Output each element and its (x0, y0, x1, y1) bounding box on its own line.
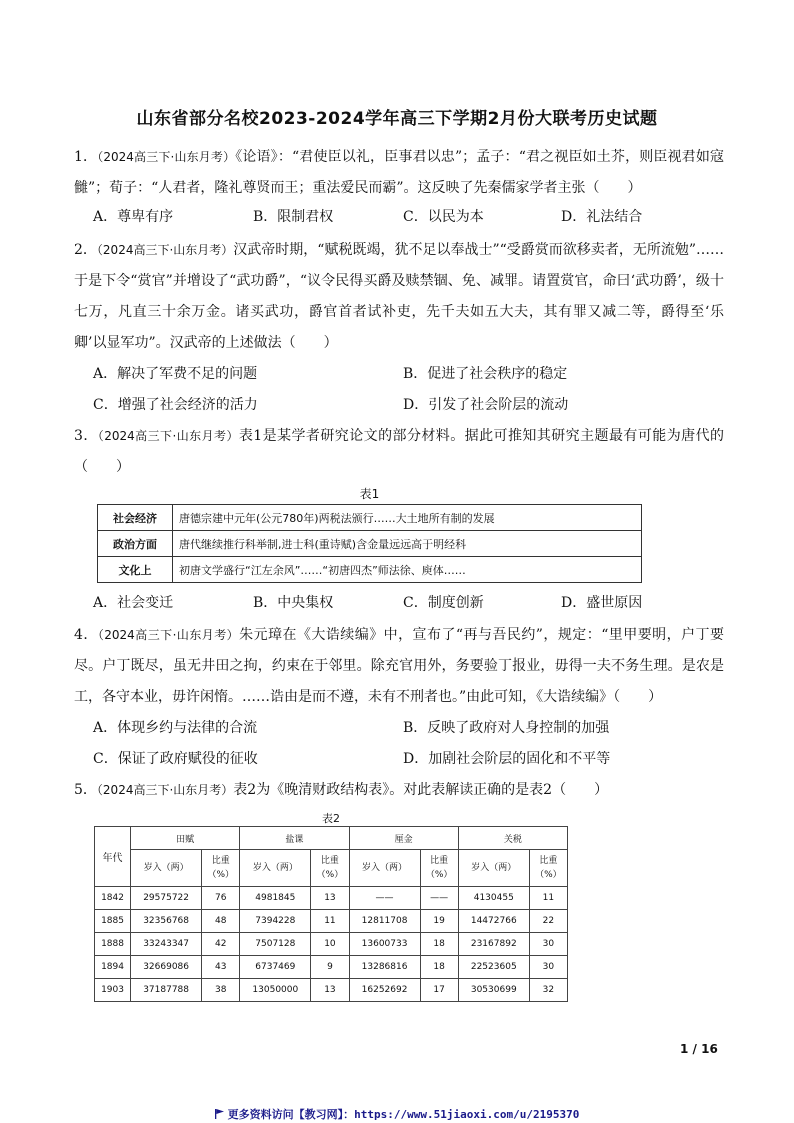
question-source: （2024高三下·山东月考） (96, 243, 234, 257)
sub-header-income: 岁入（两） (240, 850, 311, 887)
question-2-options-row2 (93, 394, 733, 418)
table-cell: 76 (202, 887, 240, 910)
page-title: 山东省部分名校2023-2024学年高三下学期2月份大联考历史试题 (136, 109, 658, 129)
question-number: 5． (74, 782, 97, 798)
table-header-row (95, 827, 568, 850)
sub-header-income: 岁入（两） (458, 850, 529, 887)
year-cell: 1894 (95, 956, 131, 979)
question-text: 表1是某学者研究论文的部分材料。据此可推知其研究主题最有可能为唐代的（ ） (74, 428, 724, 475)
sub-header-income: 岁入（两） (131, 850, 202, 887)
table-cell: 22 (529, 910, 567, 933)
question-5 (74, 775, 724, 806)
option-b[interactable]: B．限制君权 (253, 209, 334, 225)
footer-text: 更多资料访问【教习网】：https://www.51jiaoxi.com/u/2195370 (227, 1108, 580, 1121)
table-row (95, 933, 568, 956)
option-a[interactable]: A．尊卑有序 (93, 209, 174, 225)
sub-header-ratio: 比重（%） (420, 850, 458, 887)
question-source: （2024高三下·山东月考） (97, 628, 240, 642)
question-text: 朱元璋在《大诰续编》中，宣布了“再与吾民约”，规定：“里甲要明，户丁要尽。户丁既尽，虽无井田之拘，约束在于邻里。除充官用外，务要验丁报业，毋得一夫不务生理。是农是工，各守本业，毋许闲惰。……诰由是而不遵，未有不刑者也。”由此可知，《大诰续编》（ ） (74, 627, 724, 705)
question-text: 《论语》：“君使臣以礼，臣事君以忠”；孟子：“君之视臣如土芥，则臣视君如寇雠”；荀子：“人君者，隆礼尊贤而王；重法爱民而霸”。这反映了先秦儒家学者主张（ ） (74, 149, 724, 196)
table-row (95, 979, 568, 1002)
question-number: 4． (74, 627, 98, 643)
table-row (95, 956, 568, 979)
option-d[interactable]: D．引发了社会阶层的流动 (403, 397, 569, 413)
option-d[interactable]: D．加剧社会阶层的固化和不平等 (403, 751, 611, 767)
option-b[interactable]: B．中央集权 (253, 595, 334, 611)
table-cell: 13050000 (240, 979, 311, 1002)
year-cell: 1885 (95, 910, 131, 933)
question-source: （2024高三下·山东月考） (97, 150, 236, 164)
table-2 (94, 826, 568, 1002)
table-row-body: 初唐文学盛行“江左余风”……“初唐四杰”师法徐、庾体…… (173, 557, 642, 583)
table-2-caption: 表2 (322, 812, 340, 825)
table-cell: 30 (529, 956, 567, 979)
question-number: 3． (74, 428, 98, 444)
option-a[interactable]: A．体现乡约与法律的合流 (93, 720, 258, 736)
table-cell: 12811708 (349, 910, 420, 933)
table-cell: 32669086 (131, 956, 202, 979)
table-row (95, 910, 568, 933)
year-cell: 1903 (95, 979, 131, 1002)
year-cell: 1888 (95, 933, 131, 956)
option-a[interactable]: A．解决了军费不足的问题 (93, 366, 258, 382)
question-4 (74, 620, 724, 713)
option-c[interactable]: C．增强了社会经济的活力 (93, 397, 258, 413)
table-row-head: 政治方面 (98, 531, 173, 557)
table-cell: 19 (420, 910, 458, 933)
table-cell: —— (420, 887, 458, 910)
table-cell: 4981845 (240, 887, 311, 910)
table-subheader-row (95, 850, 568, 887)
question-4-options-row2 (93, 748, 733, 772)
table-cell: —— (349, 887, 420, 910)
question-2-options-row1 (93, 363, 733, 387)
table-cell: 17 (420, 979, 458, 1002)
question-text: 汉武帝时期，“赋税既竭，犹不足以奉战士”“受爵赏而欲移卖者，无所流勉”……于是下令“赏官”并增设了“武功爵”，“议令民得买爵及赎禁锢、免、减罪。请置赏官，命曰‘武功爵’，级十七万，凡直三十余万金。诸买武功，爵官首者试补吏，先千夫如五大夫，其有罪又减二等，爵得至‘乐卿’以显军功”。汉武帝的上述做法（ ） (74, 242, 724, 351)
option-a[interactable]: A．社会变迁 (93, 595, 174, 611)
sub-header-ratio: 比重（%） (311, 850, 349, 887)
option-c[interactable]: C．制度创新 (403, 595, 484, 611)
table-cell: 42 (202, 933, 240, 956)
year-cell: 1842 (95, 887, 131, 910)
table-row-head: 文化上 (98, 557, 173, 583)
table-cell: 32356768 (131, 910, 202, 933)
table-cell: 14472766 (458, 910, 529, 933)
table-cell: 6737469 (240, 956, 311, 979)
table-row (98, 505, 642, 531)
table-cell: 18 (420, 956, 458, 979)
table-cell: 13 (311, 979, 349, 1002)
table-row-head: 社会经济 (98, 505, 173, 531)
question-3 (74, 421, 724, 483)
table-cell: 32 (529, 979, 567, 1002)
table-cell: 10 (311, 933, 349, 956)
table-cell: 16252692 (349, 979, 420, 1002)
table-cell: 4130455 (458, 887, 529, 910)
table-cell: 22523605 (458, 956, 529, 979)
option-d[interactable]: D．礼法结合 (561, 209, 643, 225)
table-cell: 11 (529, 887, 567, 910)
question-source: （2024高三下·山东月考） (96, 783, 234, 797)
question-2 (74, 235, 724, 359)
option-c[interactable]: C．保证了政府赋役的征收 (93, 751, 258, 767)
option-d[interactable]: D．盛世原因 (561, 595, 643, 611)
table-cell: 38 (202, 979, 240, 1002)
group-header: 盐课 (240, 827, 349, 850)
table-row-body: 唐德宗建中元年(公元780年)两税法颁行……大土地所有制的发展 (173, 505, 642, 531)
option-c[interactable]: C．以民为本 (403, 209, 484, 225)
table-1-caption: 表1 (359, 487, 380, 501)
question-number: 2． (74, 242, 97, 258)
table-cell: 37187788 (131, 979, 202, 1002)
table-cell: 30530699 (458, 979, 529, 1002)
table-cell: 13600733 (349, 933, 420, 956)
question-number: 1． (74, 149, 98, 165)
question-4-options-row1 (93, 717, 733, 741)
question-1 (74, 142, 724, 204)
table-cell: 13286816 (349, 956, 420, 979)
question-text: 表2为《晚清财政结构表》。对此表解读正确的是表2（ ） (233, 782, 609, 798)
table-cell: 9 (311, 956, 349, 979)
question-1-options (93, 206, 733, 230)
table-cell: 23167892 (458, 933, 529, 956)
group-header: 田赋 (131, 827, 240, 850)
group-header: 厘金 (349, 827, 458, 850)
flag-icon (215, 1109, 224, 1122)
sub-header-ratio: 比重（%） (529, 850, 567, 887)
footer-link[interactable] (0, 1106, 794, 1122)
table-row-body: 唐代继续推行科举制,进士科(重诗赋)含金量远远高于明经科 (173, 531, 642, 557)
option-b[interactable]: B．促进了社会秩序的稳定 (403, 366, 568, 382)
sub-header-ratio: 比重（%） (202, 850, 240, 887)
table-cell: 13 (311, 887, 349, 910)
group-header: 关税 (458, 827, 567, 850)
sub-header-income: 岁入（两） (349, 850, 420, 887)
table-cell: 33243347 (131, 933, 202, 956)
question-source: （2024高三下·山东月考） (97, 429, 239, 443)
table-cell: 30 (529, 933, 567, 956)
page-number: 1 / 16 (680, 1042, 718, 1056)
table-cell: 43 (202, 956, 240, 979)
table-row (95, 887, 568, 910)
table-row (98, 531, 642, 557)
table-cell: 18 (420, 933, 458, 956)
table-cell: 48 (202, 910, 240, 933)
table-cell: 7394228 (240, 910, 311, 933)
table-row (98, 557, 642, 583)
question-3-options (93, 592, 733, 616)
option-b[interactable]: B．反映了政府对人身控制的加强 (403, 720, 610, 736)
table-cell: 7507128 (240, 933, 311, 956)
table-1 (97, 504, 642, 583)
table-cell: 29575722 (131, 887, 202, 910)
year-header: 年代 (95, 827, 131, 887)
table-cell: 11 (311, 910, 349, 933)
